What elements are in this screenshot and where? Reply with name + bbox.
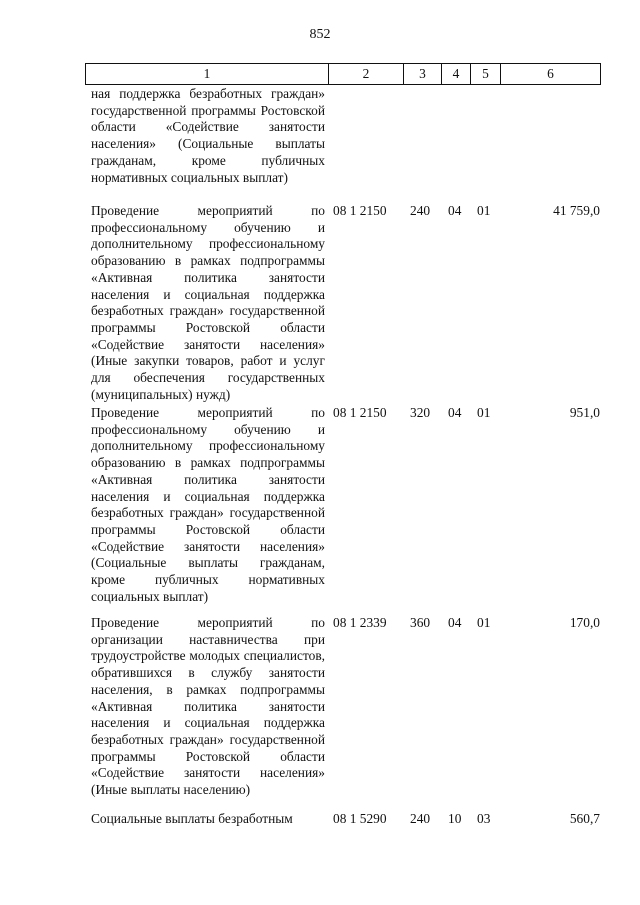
row-amount: 41 759,0: [553, 203, 600, 218]
column-header-2: 2: [329, 64, 404, 85]
page-number: 852: [309, 27, 331, 42]
column-header-row: [86, 64, 601, 85]
table-row: [85, 86, 605, 203]
table-row: [85, 405, 605, 615]
row-subsection: 01: [477, 405, 491, 420]
row-subsection: 01: [477, 615, 491, 630]
row-section: 04: [448, 203, 462, 218]
row-description: Проведение мероприятий по профессиональному обучению и дополнительному профессиональному образованию в рамках подпрограммы «Активная политика занятости населения и социальная поддержка безработных граждан» государственной программы Ростовской области «Содействие занятости населения» (Иные закупки товаров, работ и услуг для обеспечения государственных (муниципальных) нужд): [91, 203, 325, 402]
row-target-code: 08 1 2150: [333, 203, 387, 218]
row-description: Социальные выплаты безработным: [91, 811, 293, 826]
row-subsection: 03: [477, 811, 491, 826]
row-target-code: 08 1 2150: [333, 405, 387, 420]
table-row: [85, 203, 605, 405]
row-description: Проведение мероприятий по профессиональному обучению и дополнительному профессиональному образованию в рамках подпрограммы «Активная политика занятости населения и социальная поддержка безработных граждан» государственной программы Ростовской области «Содействие занятости населения» (Социальные выплаты гражданам, кроме публичных нормативных социальных выплат): [91, 405, 325, 604]
row-amount: 170,0: [569, 615, 600, 630]
column-header-6: 6: [501, 64, 601, 85]
row-amount: 951,0: [569, 405, 600, 420]
row-section: 04: [448, 405, 462, 420]
row-subsection: 01: [477, 203, 491, 218]
row-expense-type: 360: [410, 615, 431, 630]
column-header-4: 4: [442, 64, 471, 85]
table-body: [85, 86, 605, 851]
row-section: 04: [448, 615, 462, 630]
row-target-code: 08 1 2339: [333, 615, 387, 630]
row-expense-type: 240: [410, 203, 431, 218]
table-row: [85, 615, 605, 811]
row-expense-type: 240: [410, 811, 431, 826]
column-header-5: 5: [471, 64, 501, 85]
row-amount: 560,7: [569, 811, 600, 826]
column-header-3: 3: [404, 64, 442, 85]
row-description: Проведение мероприятий по организации наставничества при трудоустройстве молодых специалистов, обратившихся в службу занятости населения, в рамках подпрограммы «Активная политика занятости населения и социальная поддержка безработных граждан» государственной программы Ростовской области «Содействие занятости населения» (Иные выплаты населению): [91, 615, 325, 798]
row-target-code: 08 1 5290: [333, 811, 387, 826]
row-description: ная поддержка безработных граждан» государственной программы Ростовской области «Содействие занятости населения» (Социальные выплаты гражданам, кроме публичных нормативных социальных выплат): [91, 86, 325, 185]
row-expense-type: 320: [410, 405, 431, 420]
table-row: [85, 811, 605, 851]
row-section: 10: [448, 811, 462, 826]
column-header-table: [85, 63, 601, 85]
column-header-1: 1: [86, 64, 329, 85]
